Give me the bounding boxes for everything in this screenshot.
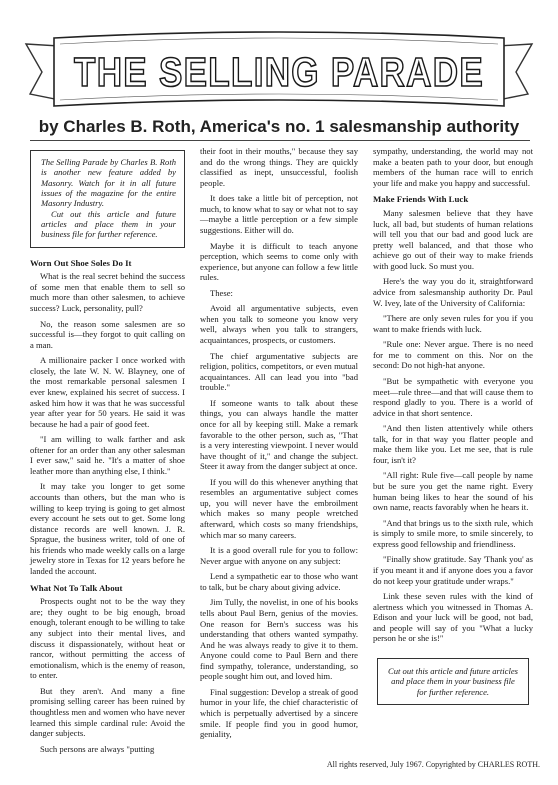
paragraph: sympathy, understanding, the world may not make a beaten path to your door, but enough members of the human race will to enrich your life and make you happy and successful. — [373, 146, 533, 188]
paragraph: Link these seven rules with the kind of alertness which you witnessed in Thomas A. Edison and your luck will be good, not bad, and people will say of you "What a lucky person he or she is!" — [373, 591, 533, 644]
paragraph: "Rule one: Never argue. There is no need for me to comment on this. Nor on the second: Do not high-hat anyone. — [373, 339, 533, 371]
paragraph: Prospects ought not to be the way they are; they ought to be big enough, broad enough, tolerant enough to be willing to take any subject into their mental lives, and discuss it dispassionately, without heat or rancor, without permitting the access of emotionalism, which is the enemy of reason, to enter. — [30, 596, 185, 681]
paragraph: If someone wants to talk about these things, you can always handle the matter once for all by keeping still. Make a remark favorable to the other person, such as, "That is a very interesting viewpoint. I never would have thought of it," and change the subject. Steer it away from the danger subject at once. — [200, 397, 358, 472]
paragraph: "I am willing to walk farther and ask oftener for an order than any other salesman I ever saw," said he. "It's a matter of shoe leather more than anything else, I think." — [30, 434, 185, 476]
paragraph: "And that brings us to the sixth rule, which is simply to smile more, to smile sincerely, to express good fellowship and friendliness. — [373, 517, 533, 549]
cut-out-note: Cut out this article and future articles and place them in your business file for further reference. — [387, 665, 518, 697]
paragraph: Many salesmen believe that they have luck, all bad, but students of human relations will tell you that our bad and good luck are pretty well balanced, and that those who achieve go out of their way to make friends with good luck. So must you. — [373, 208, 533, 271]
paragraph: Such persons are always "putting — [40, 743, 155, 754]
paragraph: A millionaire packer I once worked with closely, the late W. N. W. Blayney, one of the most remarkable personal salesmen I ever knew, explained his secret of success. I asked him how it was that he was successful year after year for 50 years. He said it was because he had a pair of good feet. — [30, 355, 185, 429]
paragraph: What is the real secret behind the success of some men that enable them to sell so much more than other salesmen, to achieve success? Luck, personality, pull? — [30, 271, 185, 313]
intro-line: Cut out this article and future articles and place them in your business file for further reference. — [41, 208, 176, 240]
paragraph: It does take a little bit of perception, not much, to know what to say or what not to say—maybe a little perception or a few simple suggestions. Either will do. — [200, 193, 358, 235]
paragraph: These: — [210, 287, 233, 298]
column-2 — [200, 146, 358, 745]
paragraph: If you will do this whenever anything that resembles an argumentative subject comes up, you will never have the embroilment which makes so many people wretched afterward, which costs so many friendships, which mar so many careers. — [200, 476, 358, 540]
paragraph: Here's the way you do it, straightforward advice from salesmanship authority Dr. Paul W. Ivey, late of the University of California: — [373, 276, 533, 308]
heading-worn-out-shoe-soles: Worn Out Shoe Soles Do It — [30, 257, 132, 268]
paragraph: "All right: Rule five—call people by name but be sure you get the name right. Every human being likes to hear the sound of his own name, reacts favorably when he hears it. — [373, 470, 533, 513]
byline: by Charles B. Roth, America's no. 1 salesmanship authority — [38, 117, 520, 136]
paragraph: It is a good overall rule for you to follow: Never argue with anyone on any subject: — [200, 545, 358, 566]
paragraph: No, the reason some salesmen are so successful is—they forgot to quit calling on a man. — [30, 318, 185, 350]
banner-title: THE SELLING PARADE — [74, 49, 484, 95]
heading-make-friends-with-luck: Make Friends With Luck — [373, 194, 469, 205]
paragraph: Final suggestion: Develop a streak of good humor in your life, the chief characteristic of which is perpetually advertised by a sincere smile. If people find you in good humor, geniality, — [200, 686, 358, 740]
intro-line: The Selling Parade by Charles B. Roth is another new feature added by Masonry. Watch for it in all future issues of the magazine for the entire Masonry Industry. — [41, 157, 176, 209]
paragraph: "But be sympathetic with everyone you meet—rule three—and that will cause them to respond gladly to you. There is a world of advice in that short sentence. — [373, 375, 533, 418]
paragraph: their foot in their mouths," because they say and do the wrong things. They are quickly classified as inept, unsuccessful, foolish people. — [200, 146, 358, 188]
divider — [30, 140, 530, 141]
paragraph: Maybe it is difficult to teach anyone perception, which seems to come only with experience, but anyone can follow a few little rules. — [200, 240, 358, 283]
paragraph: "And then listen attentively while others talk, for in that way you flatter people and make them like you. Let me see, that is rule four, isn't it? — [373, 423, 533, 465]
paragraph: "There are only seven rules for you if you want to make friends with luck. — [373, 313, 533, 334]
title-banner — [20, 22, 538, 112]
copyright-footer: All rights reserved, July 1967. Copyrighted by CHARLES ROTH. — [326, 760, 540, 769]
column-3 — [373, 146, 533, 705]
intro-text — [41, 157, 176, 240]
cut-out-note-box — [377, 658, 529, 705]
paragraph: Lend a sympathetic ear to those who want to talk, but be chary about giving advice. — [200, 571, 358, 592]
paragraph: Jim Tully, the novelist, in one of his books tells about Paul Bern, genius of the movies. One reason for Bern's success was his understanding that others wanted sympathy. And he was always ready to give it to them. Anyone could come to Paul Bern and there find sympathy, tolerance, understanding, so people sought him out, and loved him. — [200, 597, 358, 682]
paragraph: "Finally show gratitude. Say 'Thank you' as if you meant it and if anyone does you a favor do not keep your gratitude under wraps." — [373, 554, 533, 586]
paragraph: But they aren't. And many a fine promising selling career has been ruined by thoughtless men and women who have never learned this simple cardinal rule: Avoid the danger subjects. — [30, 685, 185, 739]
heading-what-not-to-talk-about: What Not To Talk About — [30, 582, 123, 593]
paragraph: The chief argumentative subjects are religion, politics, competitors, or even mutual acquaintances. All can lead you into "bad trouble." — [200, 350, 358, 393]
paragraph: Avoid all argumentative subjects, even when you talk to someone you know very well, always when you talk to strangers, acquaintances, prospects, or customers. — [200, 303, 358, 345]
intro-box — [30, 150, 185, 248]
paragraph: It may take you longer to get some accounts than others, but the man who is willing to keep trying is going to get almost every account he sets out to get. Some long distance records are well known. J. R. Sprague, the business writer, told of one of his friends who made weekly calls on a large jewelry store in Texas for 12 years before he landed the account. — [30, 481, 185, 576]
column-1 — [30, 146, 185, 759]
